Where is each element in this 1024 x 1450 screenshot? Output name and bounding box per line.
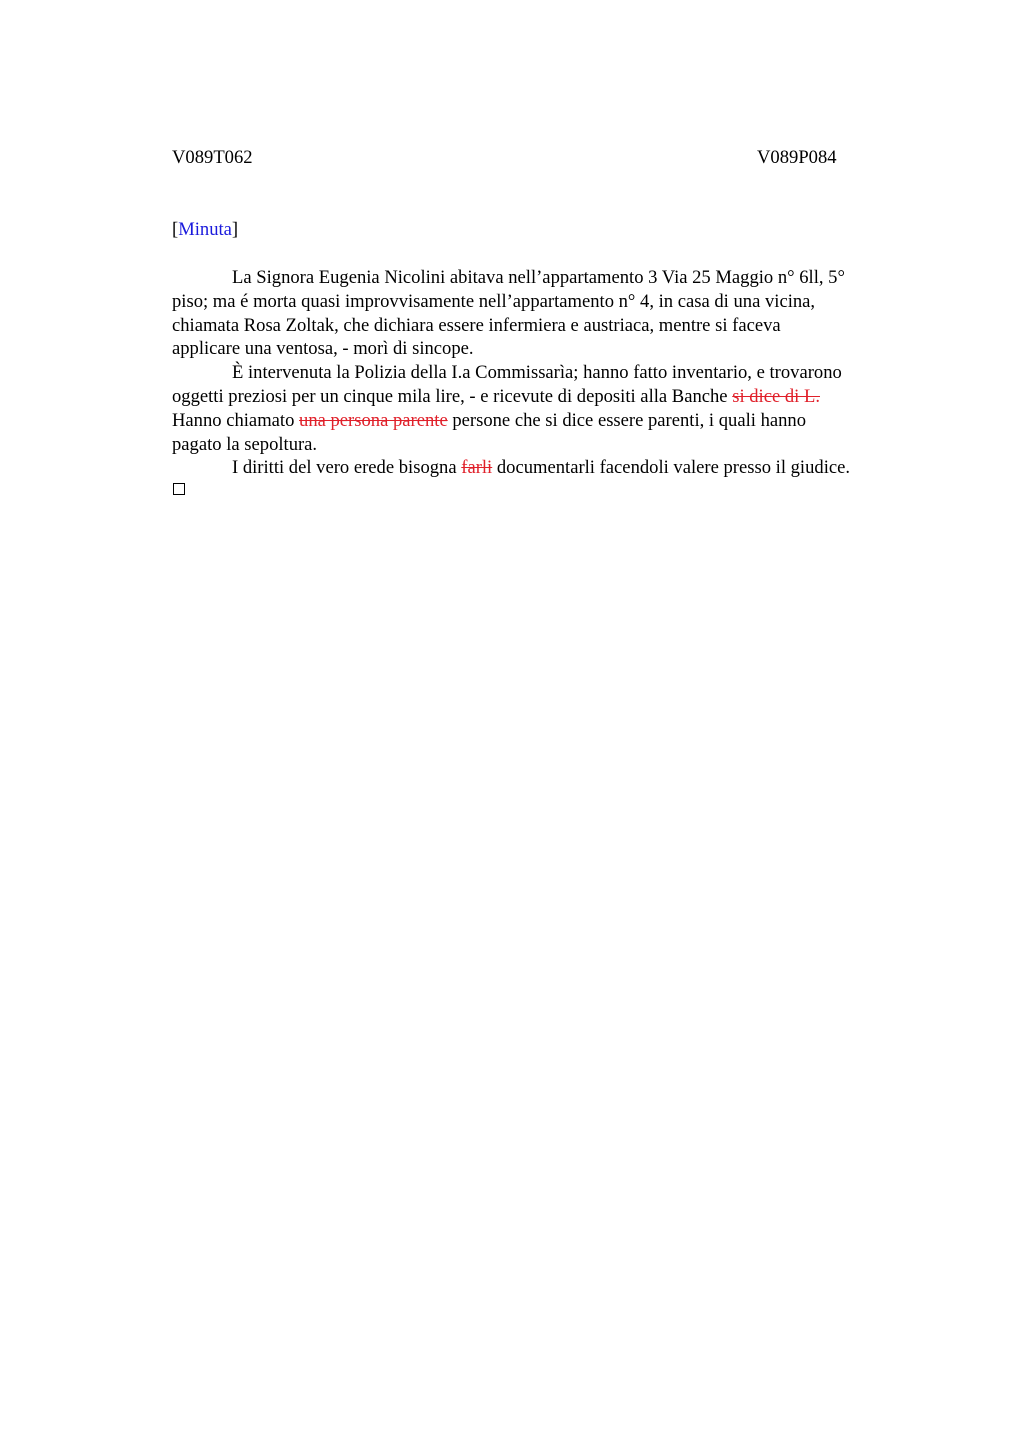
paragraph-3-text-a: I diritti del vero erede bisogna <box>232 457 462 479</box>
deleted-text: una persona parente <box>299 409 448 431</box>
document-reference-left: V089T062 <box>172 147 253 168</box>
empty-square-icon <box>173 483 185 495</box>
deleted-text: farli <box>461 457 493 479</box>
paragraph-2-line-2-text: oggetti preziosi per un cinque mila lire, - e ricevute di depositi alla Banche <box>172 385 733 407</box>
paragraph-2-line-3-text-a: Hanno chiamato <box>172 409 300 431</box>
deleted-text: si dice di L. <box>732 385 820 407</box>
paragraph-1-line-2: piso; ma é morta quasi improvvisamente nell’appartamento n° 4, in casa di una vicina, <box>172 290 816 312</box>
section-heading <box>172 219 238 241</box>
paragraph-1 <box>172 266 924 361</box>
paragraph-2-line-2 <box>172 385 924 409</box>
paragraph-1-line-3: chiamata Rosa Zoltak, che dichiara essere infermiera e austriaca, mentre si faceva <box>172 314 781 336</box>
paragraph-1-line-1: La Signora Eugenia Nicolini abitava nell’appartamento 3 Via 25 Maggio n° 6ll, 5° <box>232 267 845 288</box>
paragraph-2-line-3 <box>172 409 924 433</box>
paragraph-2-line-4: pagato la sepoltura. <box>172 433 318 455</box>
paragraph-3-line-1 <box>172 456 924 480</box>
paragraph-3 <box>172 456 924 480</box>
paragraph-2 <box>172 361 924 456</box>
heading-label: Minuta <box>178 219 232 240</box>
document-reference-right: V089P084 <box>757 147 837 168</box>
paragraph-2-line-1: È intervenuta la Polizia della I.a Commissarìa; hanno fatto inventario, e trovarono <box>232 362 842 384</box>
heading-open-bracket: [ <box>172 219 179 240</box>
paragraph-1-line-4: applicare una ventosa, - morì di sincope. <box>172 338 474 360</box>
heading-close-bracket: ] <box>231 219 239 240</box>
paragraph-2-line-3-text-b: persone che si dice essere parenti, i quali hanno <box>447 409 807 431</box>
paragraph-3-text-b: documentarli facendoli valere presso il giudice. <box>492 457 851 479</box>
document-body <box>172 266 924 480</box>
